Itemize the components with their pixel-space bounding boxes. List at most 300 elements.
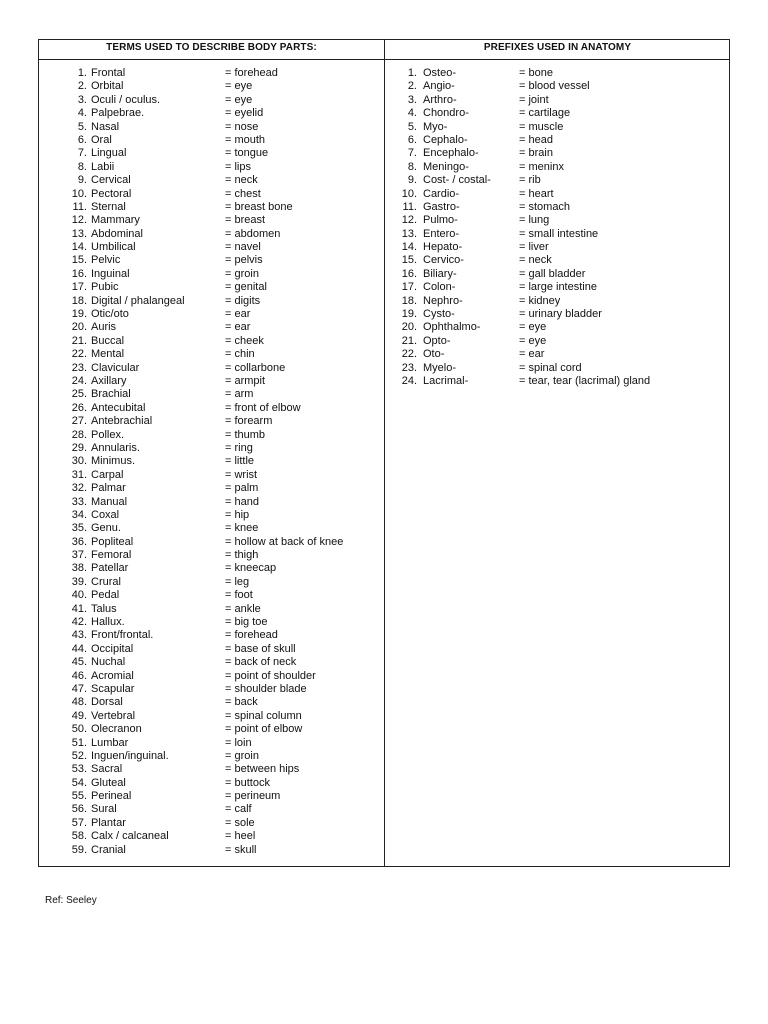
term-meaning: = hip bbox=[225, 508, 250, 521]
term-name: Lumbar bbox=[91, 736, 129, 749]
term-meaning: = big toe bbox=[225, 616, 268, 629]
term-meaning: = chest bbox=[225, 187, 261, 200]
body-terms-list bbox=[39, 67, 384, 857]
body-term-row bbox=[39, 670, 384, 683]
item-number: 33. bbox=[71, 495, 87, 508]
term-name: Lacrimal- bbox=[423, 374, 469, 387]
term-meaning: = neck bbox=[225, 174, 258, 187]
item-number: 20. bbox=[71, 321, 87, 334]
term-meaning: = brain bbox=[519, 147, 553, 160]
term-name: Hepato- bbox=[423, 241, 463, 254]
term-name: Opto- bbox=[423, 334, 451, 347]
term-name: Clavicular bbox=[91, 361, 140, 374]
term-meaning: = ring bbox=[225, 441, 253, 454]
term-meaning: = calf bbox=[225, 803, 252, 816]
item-number: 9. bbox=[77, 174, 87, 187]
term-name: Palpebrae. bbox=[91, 107, 145, 120]
term-meaning: = loin bbox=[225, 736, 252, 749]
term-meaning: = point of elbow bbox=[225, 723, 303, 736]
body-term-row bbox=[39, 295, 384, 308]
body-term-row bbox=[39, 455, 384, 468]
term-name: Myelo- bbox=[423, 361, 457, 374]
term-meaning: = arm bbox=[225, 388, 254, 401]
term-meaning: = eyelid bbox=[225, 107, 264, 120]
term-meaning: = thigh bbox=[225, 549, 259, 562]
term-name: Sacral bbox=[91, 763, 123, 776]
term-meaning: = urinary bladder bbox=[519, 308, 602, 321]
item-number: 6. bbox=[407, 133, 417, 146]
item-number: 35. bbox=[71, 522, 87, 535]
term-meaning: = hand bbox=[225, 495, 259, 508]
term-name: Cervico- bbox=[423, 254, 464, 267]
item-number: 13. bbox=[401, 227, 417, 240]
term-name: Auris bbox=[91, 321, 117, 334]
term-meaning: = mouth bbox=[225, 133, 266, 146]
body-term-row bbox=[39, 188, 384, 201]
body-term-row bbox=[39, 174, 384, 187]
item-number: 43. bbox=[71, 629, 87, 642]
term-name: Nuchal bbox=[91, 656, 126, 669]
term-meaning: = kidney bbox=[519, 294, 561, 307]
item-number: 19. bbox=[71, 308, 87, 321]
body-term-row bbox=[39, 161, 384, 174]
body-term-row bbox=[39, 603, 384, 616]
term-meaning: = back of neck bbox=[225, 656, 297, 669]
term-name: Cephalo- bbox=[423, 133, 468, 146]
body-term-row bbox=[39, 214, 384, 227]
item-number: 5. bbox=[407, 120, 417, 133]
body-term-row bbox=[39, 844, 384, 857]
term-name: Meningo- bbox=[423, 160, 469, 173]
term-meaning: = little bbox=[225, 455, 255, 468]
term-name: Digital / phalangeal bbox=[91, 294, 185, 307]
item-number: 40. bbox=[71, 589, 87, 602]
item-number: 8. bbox=[77, 160, 87, 173]
term-meaning: = forehead bbox=[225, 67, 278, 79]
term-meaning: = navel bbox=[225, 241, 261, 254]
item-number: 23. bbox=[401, 361, 417, 374]
body-term-row bbox=[39, 723, 384, 736]
term-name: Pectoral bbox=[91, 187, 132, 200]
term-meaning: = bone bbox=[519, 67, 553, 79]
term-meaning: = groin bbox=[225, 267, 259, 280]
item-number: 42. bbox=[71, 616, 87, 629]
item-number: 7. bbox=[407, 147, 417, 160]
body-term-row bbox=[39, 576, 384, 589]
term-name: Entero- bbox=[423, 227, 460, 240]
term-name: Popliteal bbox=[91, 535, 134, 548]
prefix-row bbox=[385, 321, 730, 334]
body-term-row bbox=[39, 562, 384, 575]
term-name: Inguen/inguinal. bbox=[91, 749, 169, 762]
body-term-row bbox=[39, 80, 384, 93]
body-term-row bbox=[39, 763, 384, 776]
term-meaning: = collarbone bbox=[225, 361, 286, 374]
item-number: 57. bbox=[71, 816, 87, 829]
term-meaning: = leg bbox=[225, 575, 250, 588]
term-meaning: = neck bbox=[519, 254, 552, 267]
item-number: 17. bbox=[401, 281, 417, 294]
item-number: 54. bbox=[71, 776, 87, 789]
item-number: 21. bbox=[71, 334, 87, 347]
term-meaning: = genital bbox=[225, 281, 267, 294]
term-name: Arthro- bbox=[423, 93, 457, 106]
body-term-row bbox=[39, 321, 384, 334]
body-term-row bbox=[39, 683, 384, 696]
prefix-row bbox=[385, 348, 730, 361]
item-number: 20. bbox=[401, 321, 417, 334]
term-meaning: = hollow at back of knee bbox=[225, 535, 344, 548]
term-name: Mental bbox=[91, 348, 125, 361]
term-meaning: = cartilage bbox=[519, 107, 571, 120]
body-term-row bbox=[39, 134, 384, 147]
term-name: Plantar bbox=[91, 816, 126, 829]
body-term-row bbox=[39, 790, 384, 803]
term-name: Patellar bbox=[91, 562, 129, 575]
body-term-row bbox=[39, 362, 384, 375]
body-term-row bbox=[39, 750, 384, 763]
term-meaning: = eye bbox=[225, 80, 253, 93]
term-meaning: = kneecap bbox=[225, 562, 277, 575]
term-meaning: = spinal cord bbox=[519, 361, 582, 374]
term-meaning: = thumb bbox=[225, 428, 266, 441]
term-meaning: = ear bbox=[225, 308, 251, 321]
term-meaning: = foot bbox=[225, 589, 253, 602]
body-term-row bbox=[39, 643, 384, 656]
prefixes-heading: PREFIXES USED IN ANATOMY bbox=[483, 42, 632, 53]
term-name: Carpal bbox=[91, 468, 124, 481]
term-meaning: = front of elbow bbox=[225, 401, 301, 414]
body-term-row bbox=[39, 94, 384, 107]
term-meaning: = rib bbox=[519, 174, 541, 187]
term-meaning: = abdomen bbox=[225, 227, 281, 240]
term-name: Scapular bbox=[91, 682, 135, 695]
item-number: 7. bbox=[77, 147, 87, 160]
body-term-row bbox=[39, 254, 384, 267]
prefix-row bbox=[385, 134, 730, 147]
item-number: 5. bbox=[77, 120, 87, 133]
body-term-row bbox=[39, 710, 384, 723]
body-term-row bbox=[39, 803, 384, 816]
term-name: Antebrachial bbox=[91, 415, 153, 428]
term-name: Minimus. bbox=[91, 455, 136, 468]
prefix-row bbox=[385, 228, 730, 241]
term-meaning: = sole bbox=[225, 816, 255, 829]
body-term-row bbox=[39, 388, 384, 401]
item-number: 16. bbox=[71, 267, 87, 280]
item-number: 34. bbox=[71, 508, 87, 521]
item-number: 53. bbox=[71, 763, 87, 776]
term-name: Buccal bbox=[91, 334, 125, 347]
term-name: Genu. bbox=[91, 522, 121, 535]
prefix-row bbox=[385, 281, 730, 294]
term-meaning: = gall bladder bbox=[519, 267, 586, 280]
body-term-row bbox=[39, 522, 384, 535]
term-name: Vertebral bbox=[91, 709, 136, 722]
term-meaning: = nose bbox=[225, 120, 259, 133]
item-number: 56. bbox=[71, 803, 87, 816]
header-rule bbox=[39, 59, 729, 60]
item-number: 19. bbox=[401, 308, 417, 321]
prefix-row bbox=[385, 107, 730, 120]
item-number: 30. bbox=[71, 455, 87, 468]
term-name: Colon- bbox=[423, 281, 456, 294]
item-number: 11. bbox=[402, 200, 417, 213]
term-name: Talus bbox=[91, 602, 117, 615]
body-term-row bbox=[39, 469, 384, 482]
term-name: Brachial bbox=[91, 388, 131, 401]
term-name: Nephro- bbox=[423, 294, 463, 307]
item-number: 46. bbox=[71, 669, 87, 682]
term-name: Orbital bbox=[91, 80, 124, 93]
term-meaning: = ear bbox=[225, 321, 251, 334]
item-number: 37. bbox=[71, 549, 87, 562]
body-term-row bbox=[39, 375, 384, 388]
item-number: 4. bbox=[77, 107, 87, 120]
term-name: Sternal bbox=[91, 200, 126, 213]
term-name: Hallux. bbox=[91, 616, 125, 629]
prefix-row bbox=[385, 241, 730, 254]
prefix-row bbox=[385, 362, 730, 375]
term-meaning: = breast bone bbox=[225, 200, 293, 213]
body-term-row bbox=[39, 268, 384, 281]
item-number: 38. bbox=[71, 562, 87, 575]
term-name: Gluteal bbox=[91, 776, 126, 789]
term-name: Coxal bbox=[91, 508, 120, 521]
item-number: 31. bbox=[71, 468, 87, 481]
prefix-row bbox=[385, 375, 730, 388]
term-name: Labii bbox=[91, 160, 115, 173]
term-name: Pubic bbox=[91, 281, 119, 294]
item-number: 44. bbox=[71, 642, 87, 655]
item-number: 14. bbox=[401, 241, 417, 254]
body-term-row bbox=[39, 308, 384, 321]
term-meaning: = between hips bbox=[225, 763, 300, 776]
item-number: 3. bbox=[77, 93, 87, 106]
prefix-row bbox=[385, 295, 730, 308]
term-name: Annularis. bbox=[91, 441, 140, 454]
item-number: 24. bbox=[401, 374, 417, 387]
prefix-row bbox=[385, 254, 730, 267]
term-meaning: = large intestine bbox=[519, 281, 597, 294]
term-name: Cysto- bbox=[423, 308, 455, 321]
term-meaning: = breast bbox=[225, 214, 266, 227]
term-name: Perineal bbox=[91, 790, 132, 803]
prefix-row bbox=[385, 147, 730, 160]
term-meaning: = stomach bbox=[519, 200, 571, 213]
term-meaning: = palm bbox=[225, 482, 259, 495]
body-term-row bbox=[39, 121, 384, 134]
item-number: 41. bbox=[71, 602, 87, 615]
item-number: 14. bbox=[71, 241, 87, 254]
item-number: 21. bbox=[401, 334, 417, 347]
term-meaning: = eye bbox=[225, 93, 253, 106]
body-term-row bbox=[39, 830, 384, 843]
body-term-row bbox=[39, 696, 384, 709]
term-name: Acromial bbox=[91, 669, 134, 682]
term-name: Antecubital bbox=[91, 401, 146, 414]
term-meaning: = small intestine bbox=[519, 227, 599, 240]
prefix-row bbox=[385, 121, 730, 134]
body-term-row bbox=[39, 509, 384, 522]
item-number: 16. bbox=[401, 267, 417, 280]
term-meaning: = ankle bbox=[225, 602, 261, 615]
body-term-row bbox=[39, 482, 384, 495]
item-number: 27. bbox=[71, 415, 87, 428]
term-name: Axillary bbox=[91, 374, 127, 387]
item-number: 2. bbox=[77, 80, 87, 93]
term-meaning: = point of shoulder bbox=[225, 669, 316, 682]
body-term-row bbox=[39, 402, 384, 415]
prefix-row bbox=[385, 188, 730, 201]
item-number: 36. bbox=[71, 535, 87, 548]
item-number: 2. bbox=[407, 80, 417, 93]
term-meaning: = perineum bbox=[225, 790, 281, 803]
term-meaning: = head bbox=[519, 133, 553, 146]
term-meaning: = blood vessel bbox=[519, 80, 590, 93]
term-name: Olecranon bbox=[91, 723, 142, 736]
prefix-row bbox=[385, 94, 730, 107]
item-number: 22. bbox=[401, 348, 417, 361]
term-name: Pollex. bbox=[91, 428, 125, 441]
item-number: 3. bbox=[407, 93, 417, 106]
prefix-row bbox=[385, 201, 730, 214]
item-number: 28. bbox=[71, 428, 87, 441]
term-meaning: = meninx bbox=[519, 160, 564, 173]
item-number: 24. bbox=[71, 374, 87, 387]
prefix-row bbox=[385, 214, 730, 227]
term-meaning: = cheek bbox=[225, 334, 264, 347]
term-name: Mammary bbox=[91, 214, 140, 227]
term-name: Femoral bbox=[91, 549, 132, 562]
term-name: Manual bbox=[91, 495, 128, 508]
body-term-row bbox=[39, 67, 384, 80]
term-meaning: = muscle bbox=[519, 120, 564, 133]
term-name: Cost- / costal- bbox=[423, 174, 491, 187]
item-number: 51. bbox=[71, 736, 87, 749]
term-name: Cardio- bbox=[423, 187, 460, 200]
body-term-row bbox=[39, 429, 384, 442]
item-number: 1. bbox=[407, 67, 417, 79]
term-meaning: = shoulder blade bbox=[225, 682, 307, 695]
item-number: 48. bbox=[71, 696, 87, 709]
body-term-row bbox=[39, 589, 384, 602]
term-name: Lingual bbox=[91, 147, 127, 160]
terms-table bbox=[38, 39, 730, 867]
term-name: Occipital bbox=[91, 642, 134, 655]
term-name: Dorsal bbox=[91, 696, 123, 709]
term-name: Crural bbox=[91, 575, 121, 588]
term-name: Gastro- bbox=[423, 200, 460, 213]
body-term-row bbox=[39, 228, 384, 241]
item-number: 13. bbox=[71, 227, 87, 240]
term-meaning: = spinal column bbox=[225, 709, 302, 722]
body-term-row bbox=[39, 335, 384, 348]
body-term-row bbox=[39, 496, 384, 509]
body-term-row bbox=[39, 415, 384, 428]
term-meaning: = joint bbox=[519, 93, 549, 106]
item-number: 1. bbox=[77, 67, 87, 79]
term-meaning: = armpit bbox=[225, 374, 266, 387]
prefix-row bbox=[385, 335, 730, 348]
term-name: Sural bbox=[91, 803, 117, 816]
body-term-row bbox=[39, 737, 384, 750]
body-terms-heading: TERMS USED TO DESCRIBE BODY PARTS: bbox=[106, 42, 317, 53]
item-number: 18. bbox=[71, 294, 87, 307]
term-name: Otic/oto bbox=[91, 308, 129, 321]
body-term-row bbox=[39, 241, 384, 254]
term-meaning: = tongue bbox=[225, 147, 269, 160]
term-meaning: = forearm bbox=[225, 415, 273, 428]
item-number: 59. bbox=[71, 843, 87, 856]
term-meaning: = base of skull bbox=[225, 642, 296, 655]
term-meaning: = knee bbox=[225, 522, 259, 535]
body-term-row bbox=[39, 147, 384, 160]
term-meaning: = digits bbox=[225, 294, 261, 307]
term-meaning: = groin bbox=[225, 749, 259, 762]
prefix-row bbox=[385, 67, 730, 80]
term-name: Oral bbox=[91, 133, 112, 146]
body-term-row bbox=[39, 201, 384, 214]
term-name: Nasal bbox=[91, 120, 120, 133]
term-meaning: = wrist bbox=[225, 468, 258, 481]
term-meaning: = tear, tear (lacrimal) gland bbox=[519, 374, 651, 387]
term-meaning: = liver bbox=[519, 241, 549, 254]
term-name: Cranial bbox=[91, 843, 126, 856]
item-number: 25. bbox=[71, 388, 87, 401]
term-name: Osteo- bbox=[423, 67, 457, 79]
body-term-row bbox=[39, 817, 384, 830]
body-term-row bbox=[39, 656, 384, 669]
term-name: Chondro- bbox=[423, 107, 469, 120]
term-name: Abdominal bbox=[91, 227, 143, 240]
term-name: Angio- bbox=[423, 80, 455, 93]
item-number: 55. bbox=[71, 790, 87, 803]
prefix-row bbox=[385, 80, 730, 93]
term-meaning: = heart bbox=[519, 187, 554, 200]
term-name: Oculi / oculus. bbox=[91, 93, 161, 106]
item-number: 11. bbox=[72, 200, 87, 213]
body-term-row bbox=[39, 442, 384, 455]
term-meaning: = lips bbox=[225, 160, 251, 173]
term-meaning: = eye bbox=[519, 334, 547, 347]
item-number: 29. bbox=[71, 441, 87, 454]
item-number: 23. bbox=[71, 361, 87, 374]
term-name: Front/frontal. bbox=[91, 629, 154, 642]
item-number: 9. bbox=[407, 174, 417, 187]
term-name: Frontal bbox=[91, 67, 126, 79]
body-term-row bbox=[39, 107, 384, 120]
term-name: Palmar bbox=[91, 482, 126, 495]
term-meaning: = lung bbox=[519, 214, 550, 227]
body-term-row bbox=[39, 536, 384, 549]
term-name: Encephalo- bbox=[423, 147, 479, 160]
term-name: Pulmo- bbox=[423, 214, 458, 227]
item-number: 45. bbox=[71, 656, 87, 669]
item-number: 32. bbox=[71, 482, 87, 495]
item-number: 6. bbox=[77, 133, 87, 146]
item-number: 50. bbox=[71, 723, 87, 736]
term-meaning: = chin bbox=[225, 348, 255, 361]
term-meaning: = pelvis bbox=[225, 254, 263, 267]
item-number: 10. bbox=[401, 187, 417, 200]
item-number: 52. bbox=[71, 749, 87, 762]
term-meaning: = skull bbox=[225, 843, 257, 856]
prefix-row bbox=[385, 161, 730, 174]
item-number: 10. bbox=[71, 187, 87, 200]
term-name: Pelvic bbox=[91, 254, 121, 267]
item-number: 15. bbox=[71, 254, 87, 267]
